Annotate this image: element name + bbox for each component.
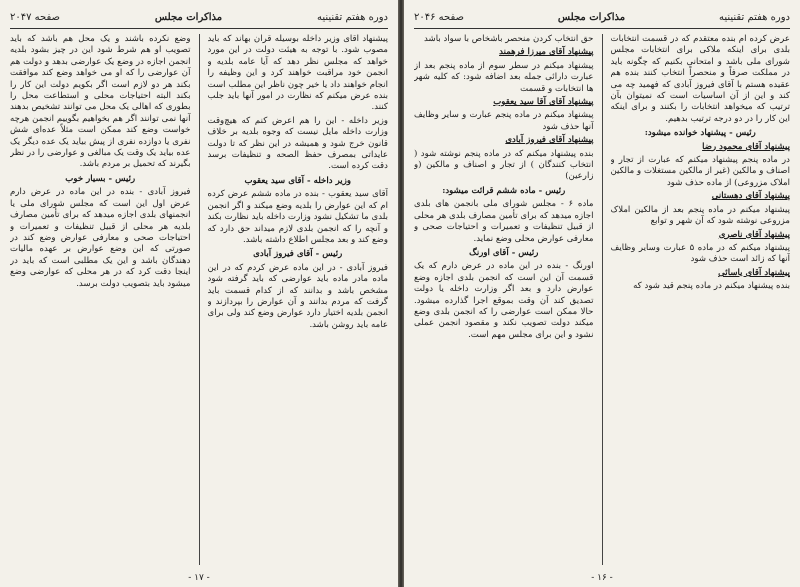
paragraph: ماده ۶ - مجلس شورای ملی بانجمن های بلدی اجازه میدهد که برای تأمین مصارف بلدی هر محلی از قبیل تنظیفات و تعمیرات و احتیاجات صحی و معارفی عوارض محلی وضع نماید. <box>414 199 594 244</box>
speaker-heading: رئیس - بسیار خوب <box>65 173 136 184</box>
journal-title: مذاکرات مجلس <box>154 11 223 23</box>
session-title: دوره هفتم تقنینیه <box>719 11 790 23</box>
proposal-heading: پیشنهاد آقای آقا سید یعقوب <box>493 97 594 108</box>
speaker-heading: رئیس - آقای اورنگ <box>469 247 539 258</box>
paragraph: آقای سید یعقوب - بنده در ماده ششم عرض کرده ام که این عوارض را بلدیه وضع میکند و اگر انجمن بلدی ما تشکیل نشود وزارت داخله باید نظارت بکند و آنچه را که انجمن بلدی لازم میداند حق دارد که وضع کند و بعد مجلس اطلاع داشته باشد. <box>207 189 388 245</box>
paragraph: بنده پیشنهاد میکنم که در ماده پنجم نوشته شود ( انتخاب کنندگان ) از تجار و اصناف و مالکین (و زارعین) <box>414 148 594 182</box>
paragraph: پیشنهاد آقای وزیر داخله بوسیله قرآن بهاند که باید مصوب شود. با توجه به هیئت دولت در این مورد خواهد که مجلس نظر دهد که آیا عامه بلدیه و انجمن خود مراقبت خواهند کرد و این وظیفه را انجام خواهند داد یا خیر چون ناظر این مطلب است بنده عرض میکنم که نظارت در امور آنها باید جلب کنند. <box>207 34 388 113</box>
paragraph: وزیر داخله - این را هم اعرض کنم که هیچ‌وقت وزارت داخله مایل نیست که وجوه بلدیه بر خلاف قانون خرج شود و همیشه در این نظر که تا دولت عایداتی بمصرف حفظ الصحه و تنظیفات برسد دقت کرده است. <box>207 115 388 172</box>
proposal-heading: پیشنهاد آقای ناصری <box>718 229 790 240</box>
column-divider <box>199 34 200 565</box>
paragraph: پیشنهاد میکنم در سطر سوم از ماده پنجم بعد از عبارت دارائی جمله بعد اضافه شود: که کلیه شهر ها انتخابات و قسمت <box>414 60 594 94</box>
speaker-heading: رئیس - پیشنهاد خوانده میشود: <box>644 128 756 139</box>
page-number-label: صفحه ۲۰۴۷ <box>10 11 61 23</box>
paragraph: پیشنهاد میکنم که در ماده ۵ عبارت وسایر وظایف آنها که زائد است حذف شود <box>610 242 790 265</box>
text-columns <box>10 34 388 565</box>
header-rule <box>414 28 790 29</box>
paragraph: فیروز آبادی - بنده در این ماده در عرض دارم عرض اول این است که مجلس شورای ملی یا انجمنهای بلدی اجازه میدهد که برای تأمین مصارف بلدیه هر محلی از قبیل تنظیفات و تعمیرات و احتیاجات صحی و معارفی عوارض وضع کند در صورتی که این وضع عوارض بر عهده مالیات دهندگان باشد و این یک مطلبی است که باید در اینجا دقت کرد که در هر محلی که عوارضی وضع میشود باید بتصویب دولت برسد. <box>10 187 191 289</box>
column-right <box>611 34 791 565</box>
left-page <box>0 0 398 587</box>
folio-number: - ۱۶ - <box>591 573 613 583</box>
column-left <box>10 34 191 565</box>
page-number-label: صفحه ۲۰۴۶ <box>414 11 465 23</box>
proposal-heading: پیشنهاد آقای میرزا فرهمند <box>499 47 594 58</box>
paragraph: در ماده پنجم پیشنهاد میکنم که عبارت از تجار و اصناف و مالکین (غیر از مالکین مستغلات و مالکین املاک مزروعی) از ماده حذف شود <box>610 155 790 188</box>
text-columns <box>414 34 790 565</box>
column-left <box>414 34 594 565</box>
proposal-heading: پیشنهاد آقای فیروز آبادی <box>505 135 594 146</box>
paragraph: فیروز آبادی - در این ماده عرض کردم که در این ماده مادر ماده باید عوارضی که باید گرفته شود مشخص باشد و بدانند که از کدام قسمت باید گرفت که مردم بدانند و آن عوارض را بپردازند و انجمن بلدیه اختیار دارد عوارض وضع کند ولی برای عامه باید روشن باشد. <box>207 262 388 330</box>
paragraph: حق انتخاب کردن منحصر باشخاص با سواد باشد <box>424 34 594 44</box>
proposal-heading: پیشنهاد آقای یاسائی <box>718 267 790 278</box>
page-header <box>414 8 790 26</box>
paragraph: بنده پیشنهاد میکنم در ماده پنجم قید شود که <box>633 281 790 292</box>
header-rule <box>10 28 388 29</box>
column-right <box>208 34 389 565</box>
page-header <box>10 8 388 26</box>
speaker-heading: وزیر داخله - آقای سید یعقوب <box>244 175 351 186</box>
proposal-heading: پیشنهاد آقای دهستانی <box>711 191 790 202</box>
paragraph: وضع نکرده باشند و یک محل هم باشد که باید تصویب او هم شرط شود این در چیز بشود بلدیه انجمن اجازه در وضع یک عوارضی بدهد و دولت هم آن عوارضی را که او می خواهد وضع کند موافقت بکند هر دو لازم است اگر بکویم دولت این کار را بکند البته احتیاجات محلی و استطاعت محل را بطوری که اهالی یک محل می توانند تشخیص بدهند آنها نمی توانند اگر هم بخواهیم بگوییم انجمن هرچه خواست وضع کند ممکن است مثلاً عده‌ای شش نفری یا دوازده نفری از پیش بیاید یک عده دیگر یک عده بیاید یک وقت یک مبالغی و عوارضی را در نظر بگیرند که تحمیل بر مردم باشد. <box>10 34 191 170</box>
paragraph: عرض کرده ام بنده معتقدم که در قسمت انتخابات بلدی برای اینکه ملاکی برای انتخابات مجلس شورای ملی باشد و امتحانی بکنیم که چگونه باید در مملکت صرفاً و منحصراً انتخاب کنند بنده هم عقیده هستم با آقای فیروز آبادی که فهمید چه می کند و این از آن اساسیات است که نمیتوان بآن ترتیب که میخواهد انتخابات را بکنند و برای اینکه این کار را در دو درجه ترتیب بدهیم. <box>610 34 790 124</box>
speaker-heading: رئیس - آقای فیروز آبادی <box>253 249 343 260</box>
paragraph: پیشنهاد میکنم در ماده پنجم بعد از مالکین املاک مزروعی نوشته شود که آن شهر و توابع <box>610 204 790 227</box>
speaker-heading: رئیس - ماده ششم قرائت میشود: <box>442 185 566 196</box>
column-divider <box>602 34 603 565</box>
session-title: دوره هفتم تقنینیه <box>317 11 388 23</box>
right-page <box>404 0 800 587</box>
journal-title: مذاکرات مجلس <box>557 11 626 23</box>
paragraph: پیشنهاد میکنم در ماده پنجم عبارت و سایر وظایف آنها حذف شود <box>414 110 594 132</box>
proposal-heading: پیشنهاد آقای محمود رضا <box>702 141 790 152</box>
paragraph: اورنگ - بنده در این ماده در عرض دارم که یک قسمت آن این است که انجمن بلدی اجازه وضع عوارض دارد و بعد اگر وزارت داخله یا دولت تصدیق کند آن وقت بموقع اجرا گذارده میشود. حالا ممکن است عوارضی را که انجمن بلدی وضع میکند دولت تصویب نکند و مقصود انجمن عملی نشود و این برای مجلس مهم است. <box>414 261 594 340</box>
folio-number: - ۱۷ - <box>188 573 210 583</box>
